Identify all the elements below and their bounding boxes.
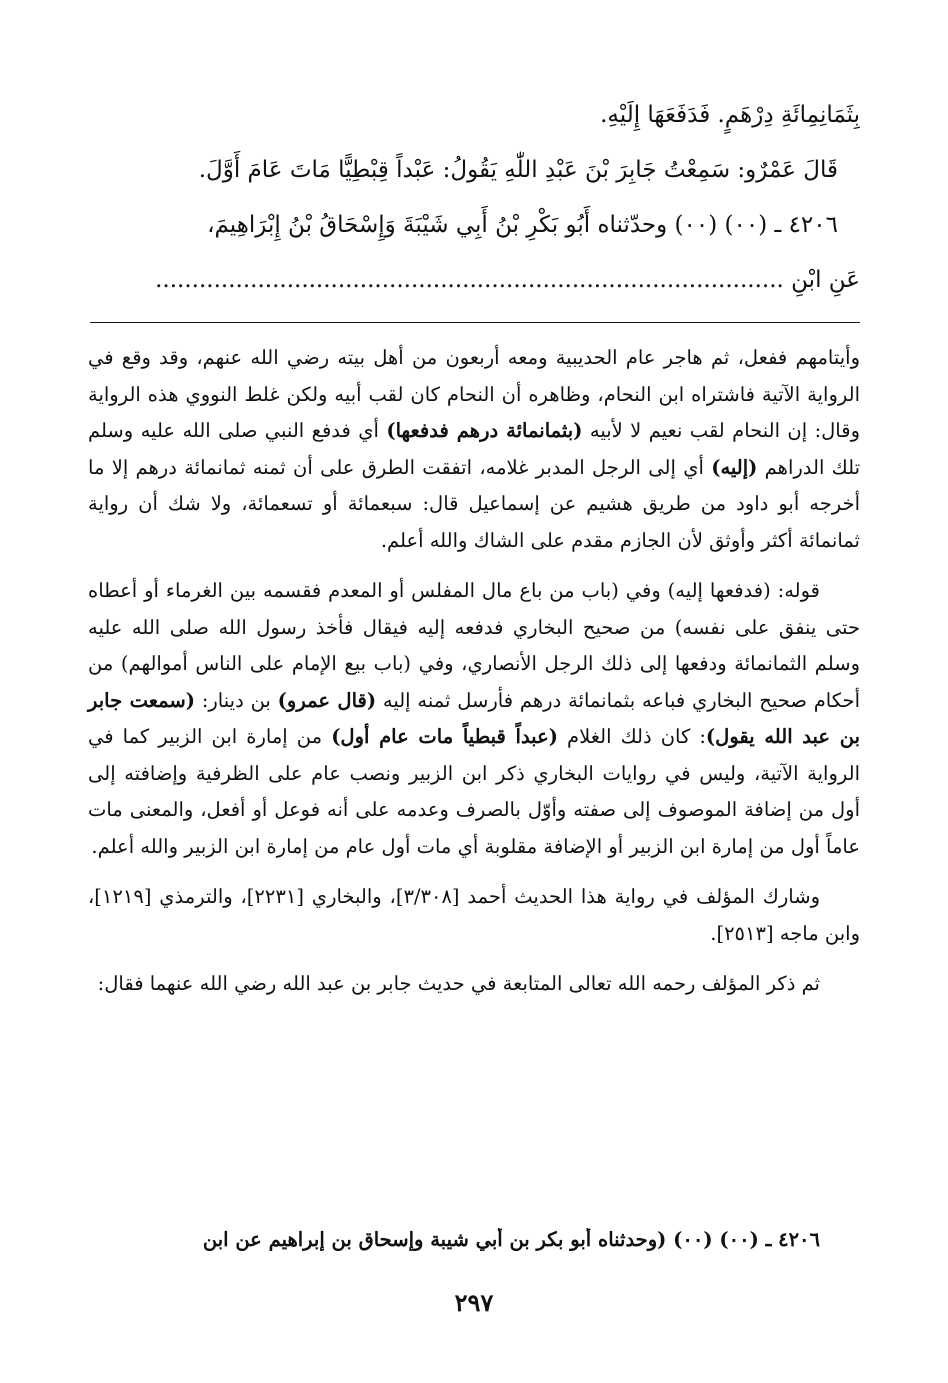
hadith-line-2: قَالَ عَمْرٌو: سَمِعْتُ جَابِرَ بْنَ عَبْدِ اللّٰهِ يَقُولُ: عَبْداً قِبْطِيًّا مَاتَ عَامَ أَوَّلَ. — [198, 157, 838, 183]
hadith-line-1: بِثَمَانِمِائَةِ دِرْهَمٍ. فَدَفَعَهَا إِلَيْهِ. — [600, 102, 860, 128]
commentary-paragraph-4: ثم ذكر المؤلف رحمه الله تعالى المتابعة في حديث جابر بن عبد الله رضي الله عنهما فقال: — [97, 972, 820, 995]
commentary-paragraph-1 — [88, 340, 860, 559]
quoted-text: (عبداً قبطياً مات عام أول) — [331, 725, 558, 748]
commentary-text: : كان ذلك الغلام — [557, 725, 706, 748]
quoted-text: (قال عمرو) — [277, 688, 377, 712]
commentary-text: من إمارة ابن الزبير كما في الرواية الآتية، وليس في روايات البخاري ذكر ابن الزبير ونصب عام على الظرفية وإضافته إلى أول من إضافة الموصوف إلى صفته وأوّل بالصرف وعدمه على أنه فوعل أو أفعل، والمعنى مات عاماً أول من إمارة ابن الزبير أو الإضافة مقلوبة أي مات أول عام من إمارة ابن الزبير والله أعلم. — [88, 725, 860, 858]
commentary-paragraph-3: وشارك المؤلف في رواية هذا الحديث أحمد [٣/٣٠٨]، والبخاري [٢٢٣١]، والترمذي [١٢١٩]، وابن ماجه [٢٥١٣]. — [88, 885, 860, 945]
quoted-text: (إليه) — [711, 455, 758, 479]
commentary-text: وأيتامهم ففعل، ثم هاجر عام الحديبية ومعه أربعون من أهل بيته رضي الله عنهم، وقد وقع في الرواية الآتية فاشتراه ابن النحام، وظاهره أن النحام كان لقب أبيه ولكن غلط النووي هذه الرواية وقال: إن النحام لقب نعيم لا لأبيه — [88, 346, 860, 442]
hadith-text — [88, 88, 860, 308]
quoted-text: (بثمانمائة درهم فدفعها) — [386, 419, 583, 442]
commentary-text: أي فدفع النبي صلى الله عليه وسلم تلك الدراهم — [88, 419, 861, 479]
commentary-text: أي إلى الرجل المدبر غلامه، اتفقت الطرق على أن ثمنه ثمانمائة درهم إلا ما أخرجه أبو داود من طريق هشيم عن إسماعيل قال: سبعمائة أو تسعمائة، ولا شك أن رواية ثمانمائة أكثر وأوثق لأن الجازم مقدم على الشاك والله أعلم. — [88, 455, 860, 552]
commentary-text: بن دينار: — [195, 688, 278, 712]
quoted-text: (سمعت جابر بن عبد الله يقول) — [88, 688, 860, 748]
commentary-paragraph-2 — [88, 573, 860, 865]
hadith-line-4: عَنِ ابْنِ ...................................................................................... — [155, 267, 860, 293]
commentary-section — [88, 340, 860, 1017]
next-hadith-line: ٤٢٠٦ ـ (٠٠) (٠٠) (وحدثناه أبو بكر بن أبي شيبة وإسحاق بن إبراهيم عن ابن — [202, 1228, 820, 1251]
commentary-text: قوله: (فدفعها إليه) وفي (باب من باع مال المفلس أو المعدم فقسمه بين الغرماء أو أعطاه حتى ينفق على نفسه) من صحيح البخاري فدفعه إليه فيقال فأخذ رسول الله صلى الله عليه وسلم الثمانمائة ودفعها إلى ذلك الرجل الأنصاري، وفي (باب بيع الإمام على الناس أموالهم) من أحكام صحيح البخاري فباعه بثمانمائة درهم فأرسل ثمنه إليه — [88, 579, 860, 712]
hadith-line-3: ٤٢٠٦ ـ (٠٠) (٠٠) وحدّثناه أَبُو بَكْرِ بْنُ أَبِي شَيْبَةَ وَإِسْحَاقُ بْنُ إِبْرَاهِيمَ، — [207, 212, 838, 238]
page-number: ٢٩٧ — [454, 1288, 494, 1317]
footnote-separator — [90, 322, 860, 323]
